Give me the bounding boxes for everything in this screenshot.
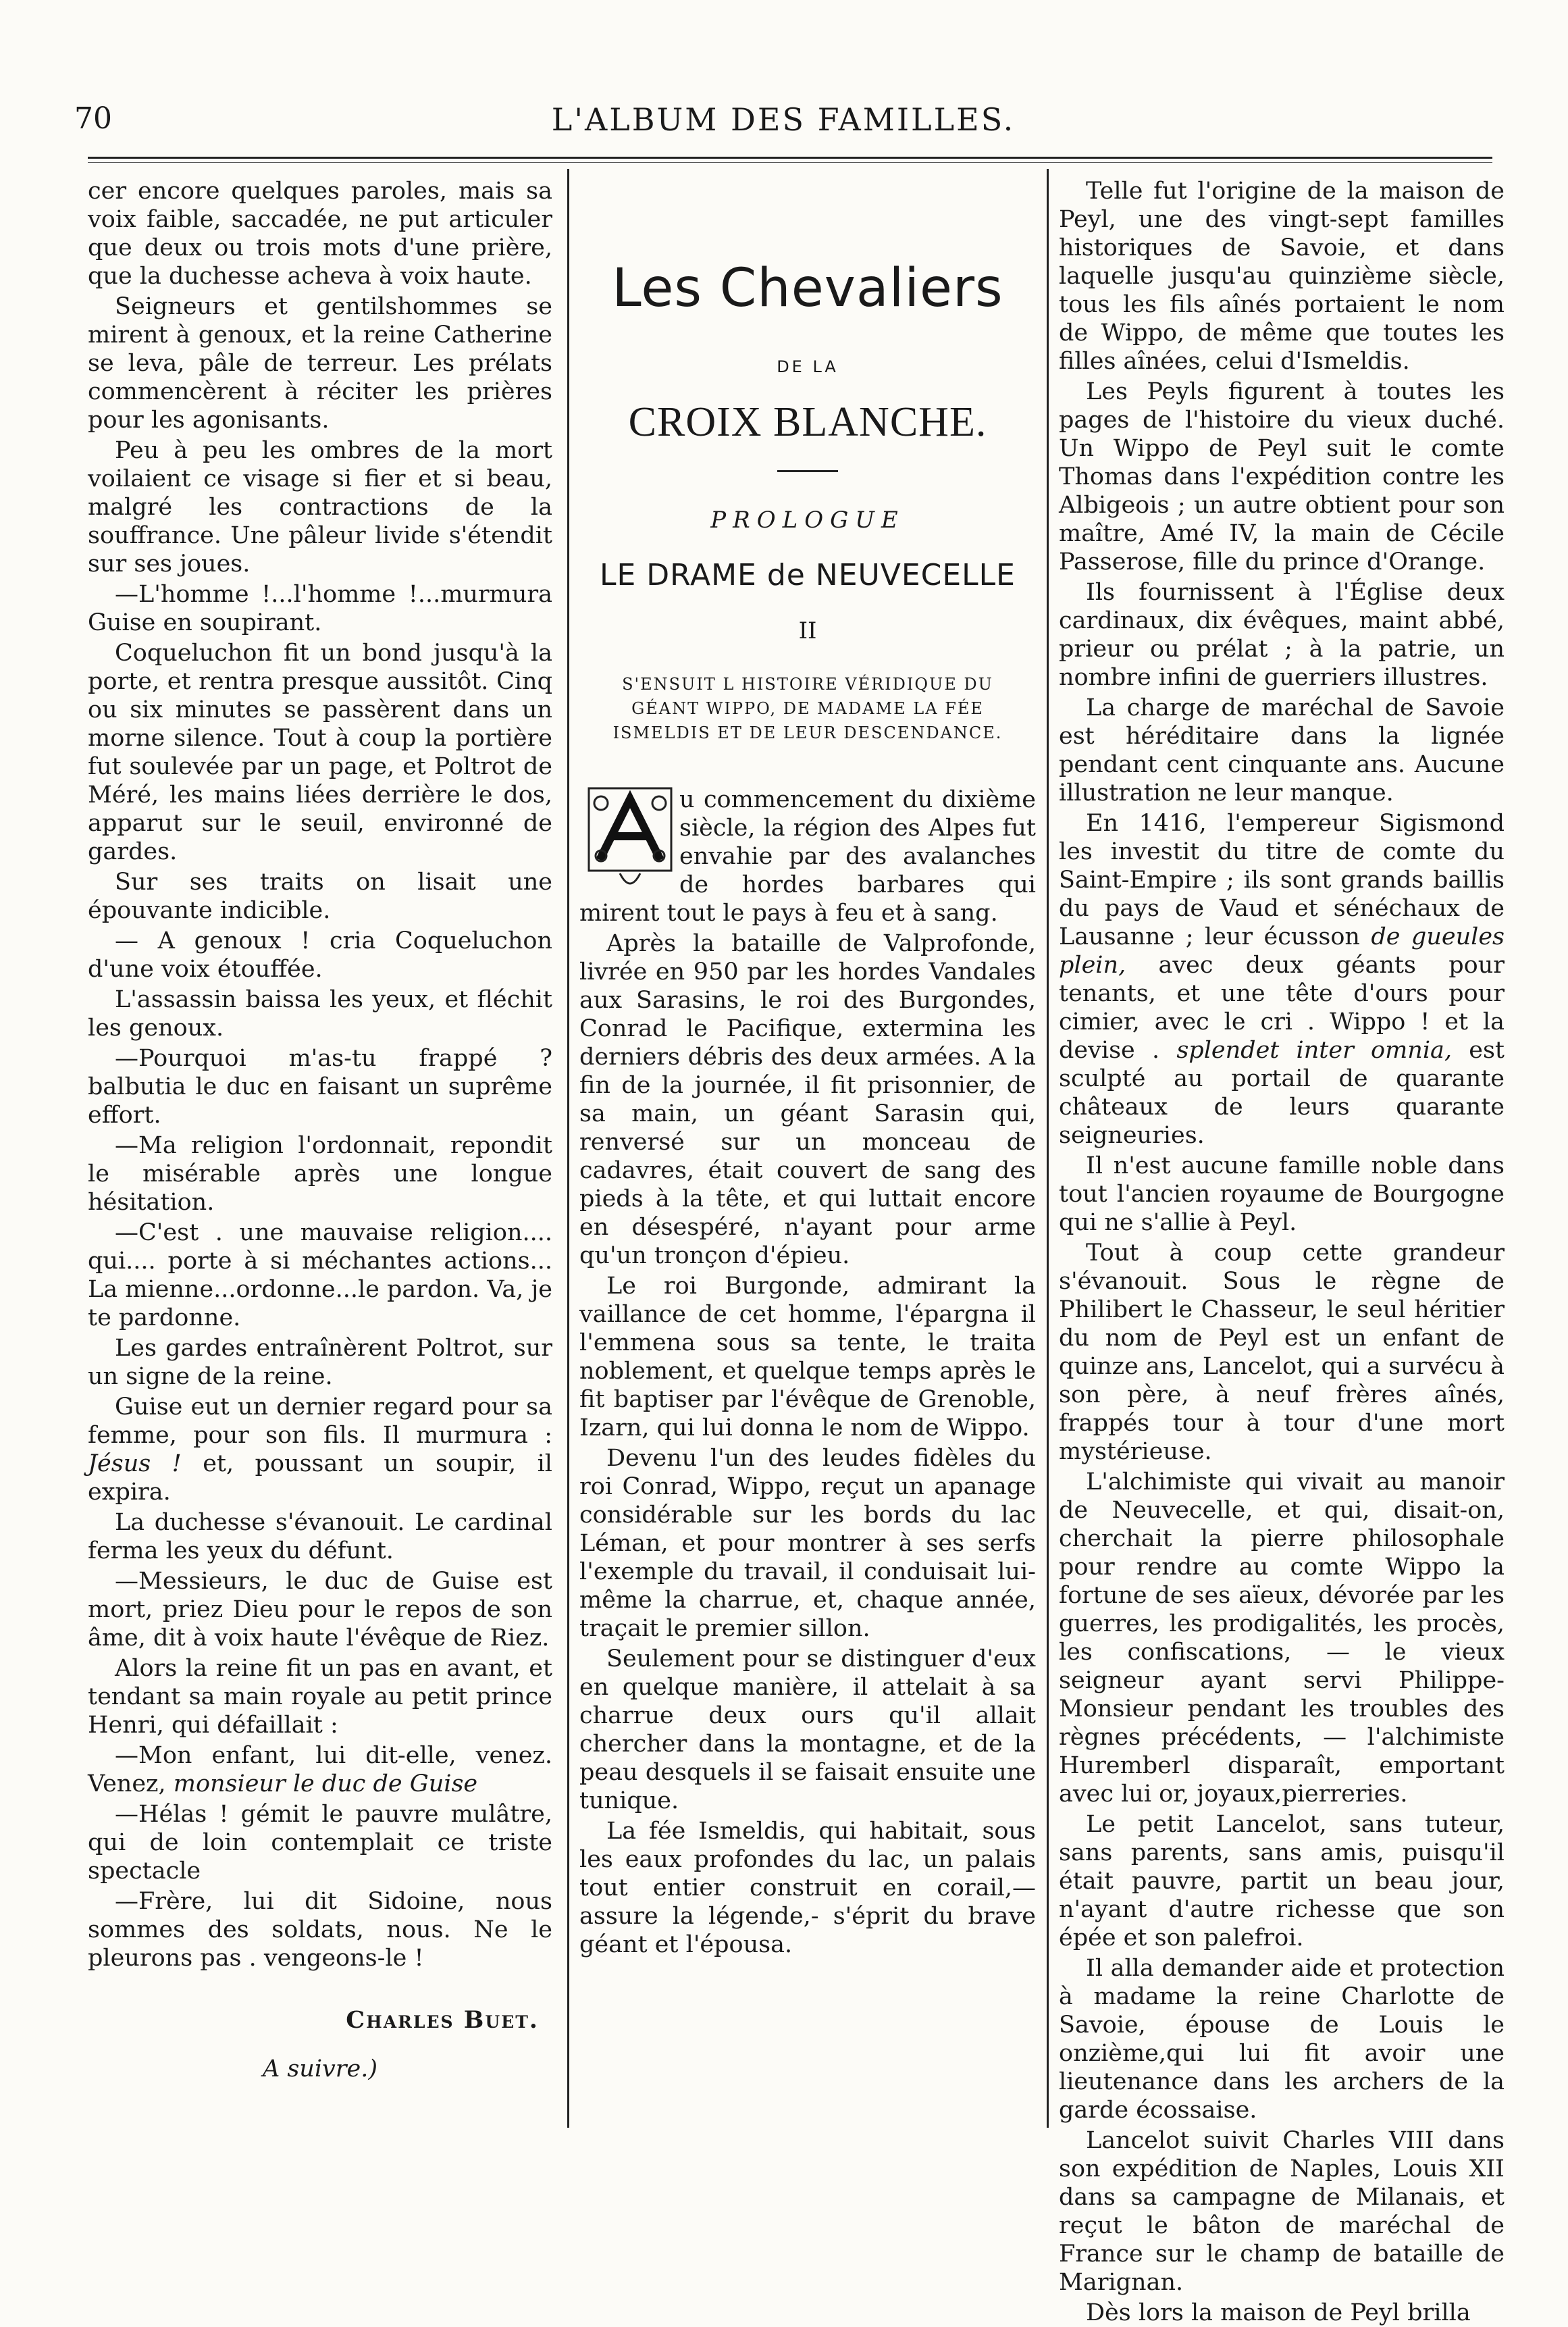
- paragraph: Tout à coup cette grandeur s'évanouit. Sous le règne de Philibert le Chasseur, le seul héritier du nom de Peyl est un enfant de quinze ans, Lancelot, qui a survécu à son père, à neuf frères aînés, frappés tour à tour d'une mort mystérieuse.: [1059, 1239, 1505, 1465]
- paragraph: Alors la reine fit un pas en avant, et tendant sa main royale au petit prince Henri, qui défaillait :: [88, 1655, 552, 1739]
- paragraph: Dès lors la maison de Peyl brilla: [1086, 2299, 1471, 2326]
- author-signature: Charles Buet.: [346, 2006, 539, 2034]
- paragraph: —Hélas ! gémit le pauvre mulâtre, qui de loin contemplait ce triste spectacle: [88, 1801, 552, 1885]
- story-title: Les Chevaliers: [612, 258, 1003, 319]
- title-rule: [777, 470, 838, 472]
- paragraph: Le roi Burgonde, admirant la vaillance de cet homme, l'épargna il l'emmena sous sa tente, le traita noblement, et quelque temps après le fit baptiser par l'évêque de Grenoble, Izarn, qui lui donna le nom de Wippo.: [579, 1273, 1036, 1441]
- story-title-second-line: CROIX BLANCHE.: [628, 399, 987, 445]
- running-title: L'ALBUM DES FAMILLES.: [551, 101, 1016, 138]
- text-run: est sculpté au portail de quarante châteaux de leurs quarante seigneuries.: [1059, 1037, 1505, 1149]
- paragraph: [88, 1393, 552, 1506]
- paragraph: — A genoux ! cria Coqueluchon d'une voix étouffée.: [88, 927, 552, 983]
- chapter-summary: S'ENSUIT L HISTOIRE VÉRIDIQUE DU GÉANT WIPPO, DE MADAME LA FÉE ISMELDIS ET DE LEUR DESCENDANCE.: [612, 675, 1003, 742]
- column-divider-right: [1047, 169, 1049, 2128]
- column-1: [88, 177, 552, 2122]
- page-number: 70: [74, 101, 112, 136]
- page-header: [74, 101, 1492, 149]
- paragraph: Devenu l'un des leudes fidèles du roi Conrad, Wippo, reçut un apanage considérable sur les bords du lac Léman, et pour montrer à ses serfs l'exemple du travail, il conduisait lui-même la charrue, et, chaque année, traçait le premier sillon.: [579, 1445, 1036, 1642]
- paragraph: Ils fournissent à l'Église deux cardinaux, dix évêques, maint abbé, prieur ou prélat ; à la patrie, un nombre infini de guerriers illustres.: [1059, 579, 1505, 691]
- paragraph: —Frère, lui dit Sidoine, nous sommes des soldats, nous. Ne le pleurons pas . vengeons-le !: [88, 1888, 552, 1972]
- column-3: [1059, 177, 1505, 2326]
- italic-text: splendet inter omnia,: [1176, 1037, 1453, 1064]
- chapter-title: LE DRAME de NEUVECELLE: [600, 558, 1016, 592]
- paragraph: Il n'est aucune famille noble dans tout l'ancien royaume de Bourgogne qui ne s'allie à Peyl.: [1059, 1152, 1505, 1236]
- paragraph: —Messieurs, le duc de Guise est mort, priez Dieu pour le repos de son âme, dit à voix haute l'évêque de Riez.: [88, 1568, 552, 1652]
- paragraph: Le petit Lancelot, sans tuteur, sans parents, sans amis, puisqu'il était pauvre, partit un beau jour, n'ayant d'autre richesse que son épée et son palefroi.: [1059, 1811, 1505, 1951]
- paragraph: Les gardes entraînèrent Poltrot, sur un signe de la reine.: [88, 1335, 552, 1390]
- opening-paragraph-block: [579, 786, 1036, 927]
- paragraph: La fée Ismeldis, qui habitait, sous les eaux profondes du lac, un palais tout entier construit en corail,— assure la légende,- s'éprit du brave géant et l'épousa.: [579, 1818, 1036, 1958]
- italic-text: monsieur le duc de Guise: [173, 1770, 478, 1797]
- paragraph: Coqueluchon fit un bond jusqu'à la porte, et rentra presque aussitôt. Cinq ou six minutes se passèrent dans un morne silence. Tout à coup la portière fut soulevée par un page, et Poltrot de Méré, les mains liées derrière le dos, apparut sur le seuil, environné de gardes.: [88, 640, 552, 865]
- header-rule: [88, 157, 1492, 159]
- paragraph: —Ma religion l'ordonnait, repondit le misérable après une longue hésitation.: [88, 1132, 552, 1216]
- to-be-continued: A suivre.): [262, 2055, 378, 2082]
- paragraph: L'assassin baissa les yeux, et fléchit les genoux.: [88, 986, 552, 1042]
- prologue-label: PROLOGUE: [710, 507, 905, 534]
- ornamental-dropcap-a-icon: [586, 786, 674, 894]
- paragraph: La duchesse s'évanouit. Le cardinal ferma les yeux du défunt.: [88, 1509, 552, 1564]
- paragraph: La charge de maréchal de Savoie est héréditaire dans la lignée pendant cent cinquante ans. Aucune illustration ne leur manque.: [1059, 694, 1505, 807]
- italic-text: de gueules plein,: [1059, 923, 1505, 979]
- header-rule-thin: [88, 162, 1492, 163]
- paragraph: L'alchimiste qui vivait au manoir de Neuvecelle, et qui, disait-on, cherchait la pierre philosophale pour rendre au comte Wippo la fortune de ses aïeux, dévorée par les guerres, les prodigalités, les procès, les confiscations, — le vieux seigneur ayant servi Philippe-Monsieur pendant les troubles des règnes précédents, — l'alchimiste Huremberl disparaît, emportant avec lui or, joyaux,pierreries.: [1059, 1468, 1505, 1808]
- paragraph: Il alla demander aide et protection à madame la reine Charlotte de Savoie, épouse de Louis le onzième,qui lui fit avoir une lieutenance dans les archers de la garde écossaise.: [1059, 1955, 1505, 2124]
- story-title-block: [579, 258, 1036, 745]
- paragraph: Seigneurs et gentilshommes se mirent à genoux, et la reine Catherine se leva, pâle de terreur. Les prélats commencèrent à réciter les prières pour les agonisants.: [88, 293, 552, 434]
- italic-text: Jésus !: [88, 1450, 182, 1477]
- paragraph: Peu à peu les ombres de la mort voilaient ce visage si fier et si beau, malgré les contractions de la souffrance. Une pâleur livide s'étendit sur ses joues.: [88, 437, 552, 578]
- paragraph: [88, 1741, 552, 1798]
- text-run: En 1416, l'empereur Sigismond les investit du titre de comte du Saint-Empire ; ils sont grands baillis du pays de Vaud et sénéchaux de Lausanne ; leur écusson: [1059, 810, 1505, 950]
- paragraph: Seulement pour se distinguer d'eux en quelque manière, il attelait à sa charrue deux ours qu'il allait chercher dans la montagne, et de la peau desquels il se faisait ensuite une tunique.: [579, 1645, 1036, 1814]
- paragraph: Les Peyls figurent à toutes les pages de l'histoire du vieux duché. Un Wippo de Peyl suit le comte Thomas dans l'expédition contre les Albigeois ; un autre obtient pour son maître, Amé IV, la main de Cécile Passerose, fille du prince d'Orange.: [1059, 378, 1505, 576]
- paragraph: —Pourquoi m'as-tu frappé ? balbutia le duc en faisant un suprême effort.: [88, 1045, 552, 1129]
- column-2: [579, 177, 1036, 2122]
- chapter-number: II: [798, 617, 817, 644]
- paragraph: cer encore quelques paroles, mais sa voix faible, saccadée, ne put articuler que deux ou trois mots d'une prière, que la duchesse acheva à voix haute.: [88, 178, 552, 290]
- paragraph: Sur ses traits on lisait une épouvante indicible.: [88, 869, 552, 924]
- title-connector: DE LA: [777, 357, 839, 376]
- paragraph: u commencement du dixième siècle, la région des Alpes fut envahie par des avalanches de hordes barbares qui mirent tout le pays à feu et à sang.: [579, 786, 1036, 927]
- paragraph: Telle fut l'origine de la maison de Peyl, une des vingt-sept familles historiques de Savoie, et dans laquelle jusqu'au quinzième siècle, tous les fils aînés portaient le nom de Wippo, de même que toutes les filles aînées, celui d'Ismeldis.: [1059, 178, 1505, 375]
- paragraph: Lancelot suivit Charles VIII dans son expédition de Naples, Louis XII dans sa campagne de Milanais, et reçut le bâton de maréchal de France sur le champ de bataille de Marignan.: [1059, 2127, 1505, 2296]
- column-divider-left: [567, 169, 569, 2128]
- paragraph: [1059, 809, 1505, 1150]
- paragraph: Après la bataille de Valprofonde, livrée en 950 par les hordes Vandales aux Sarasins, le roi des Burgondes, Conrad le Pacifique, extermina les derniers débris des deux armées. A la fin de la journée, il fit prisonnier, de sa main, un géant Sarasin qui, renversé sur un monceau de cadavres, était couvert de sang des pieds à la tête, et qui luttait encore en désespéré, n'ayant pour arme qu'un tronçon d'épieu.: [579, 930, 1036, 1269]
- text-run: Guise eut un dernier regard pour sa femme, pour son fils. Il murmura :: [88, 1393, 552, 1449]
- text-run: et, poussant un soupir, il expira.: [88, 1450, 552, 1506]
- text-run: —Mon enfant, lui dit-elle, venez. Venez,: [88, 1742, 552, 1797]
- paragraph: —C'est . une mauvaise religion.... qui.... porte à si méchantes actions... La mienne...ordonne...le pardon. Va, je te pardonne.: [88, 1219, 553, 1331]
- paragraph: —L'homme !...l'homme !...murmura Guise en soupirant.: [88, 581, 552, 636]
- text-run: avec deux géants pour tenants, et une tête d'ours pour cimier, avec le cri . Wippo ! et la devise .: [1059, 952, 1505, 1064]
